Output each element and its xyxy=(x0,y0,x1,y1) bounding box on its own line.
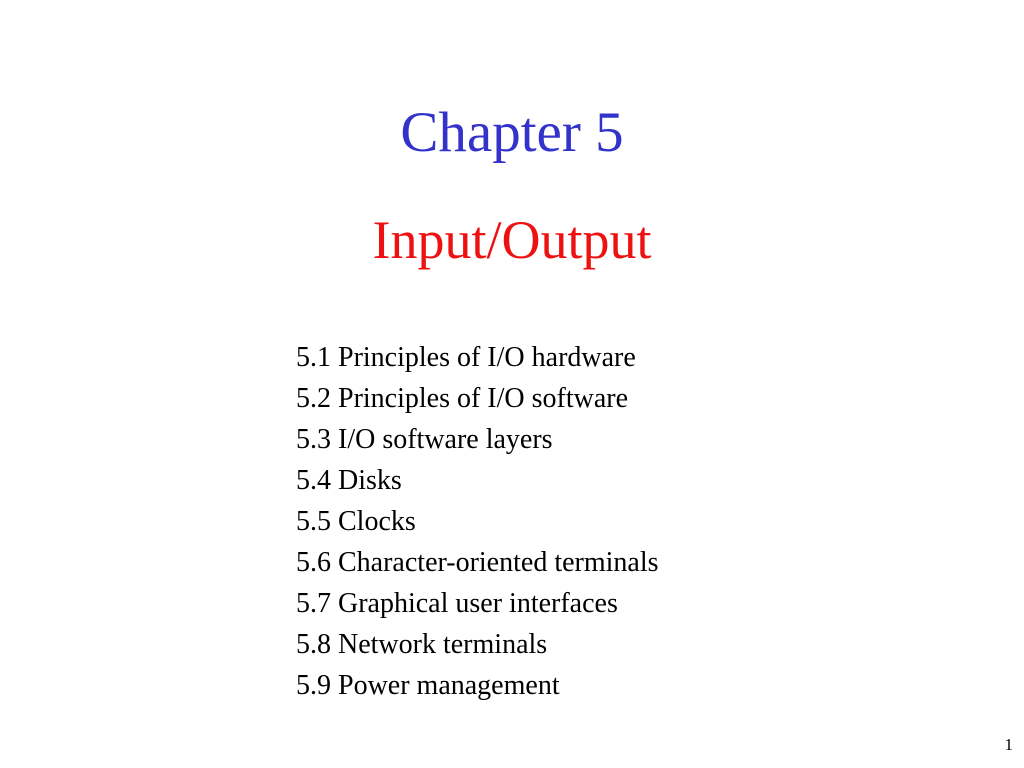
toc-item: 5.1 Principles of I/O hardware xyxy=(296,342,636,373)
toc-item: 5.7 Graphical user interfaces xyxy=(296,588,618,619)
toc-item: 5.4 Disks xyxy=(296,465,402,496)
toc-item: 5.2 Principles of I/O software xyxy=(296,383,629,414)
slide-subtitle: Input/Output xyxy=(372,210,652,270)
table-of-contents xyxy=(296,337,659,706)
page-number: 1 xyxy=(1004,735,1013,754)
slide-title: Chapter 5 xyxy=(400,101,624,164)
toc-item: 5.5 Clocks xyxy=(296,506,416,537)
toc-item: 5.9 Power management xyxy=(296,670,560,701)
toc-item: 5.3 I/O software layers xyxy=(296,424,553,455)
toc-item: 5.6 Character-oriented terminals xyxy=(296,547,659,578)
toc-item: 5.8 Network terminals xyxy=(296,629,548,660)
